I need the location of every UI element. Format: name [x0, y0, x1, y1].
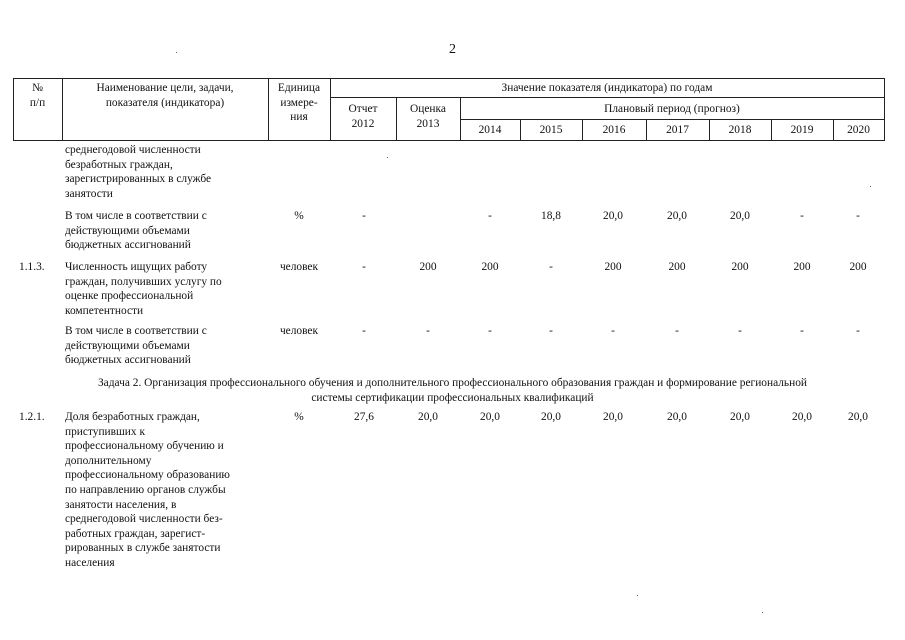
row-value-2012: -	[362, 325, 366, 337]
row-name-line: безработных граждан,	[65, 158, 173, 171]
row-value-2018: 20,0	[730, 210, 750, 222]
row-name-line: действующими объемами	[65, 339, 190, 352]
row-value-2020: 20,0	[848, 411, 868, 423]
row-number: 1.2.1.	[19, 411, 45, 423]
header-estimate-cell	[396, 102, 460, 131]
row-value-2015: -	[549, 261, 553, 273]
row-value-2016: 20,0	[603, 210, 623, 222]
row-value-2019: 200	[793, 261, 811, 273]
row-name-line: Численность ищущих работу	[65, 261, 208, 273]
row-number: 1.1.3.	[19, 261, 45, 273]
task-2-line: Задача 2. Организация профессионального обучения и дополнительного профессионального образования граждан и формирование региональной	[97, 377, 808, 389]
row-name-line: работных граждан, зарегист-	[65, 527, 206, 540]
header-year: 2015	[539, 124, 563, 136]
header-year: 2018	[728, 124, 752, 136]
row-name-line: В том числе в соответствии с	[65, 210, 207, 222]
header-unit-line: измере-	[280, 96, 318, 109]
task-2-line: системы сертификации профессиональных квалификаций	[311, 391, 594, 404]
row-value-2017: -	[675, 325, 679, 337]
row-name-line: компетентности	[65, 304, 144, 317]
row-name-line: рированных в службе занятости	[65, 542, 221, 555]
row-unit: человек	[279, 325, 319, 337]
row-name-line: занятости населения, в	[65, 498, 177, 511]
scan-speck	[176, 52, 177, 53]
row-value-2014: -	[488, 210, 492, 222]
grid-line	[13, 140, 884, 141]
row-name-line: зарегистрированных в службе	[65, 173, 212, 186]
row-name-line: среднегодовой численности	[65, 144, 201, 156]
row-name-line: оценке профессиональной	[65, 290, 194, 303]
header-name-cell	[62, 81, 268, 110]
row-unit: человек	[279, 261, 319, 273]
task-2-heading	[0, 376, 905, 405]
header-report-line: Отчет	[348, 103, 378, 115]
row-name	[65, 410, 267, 571]
row-value-2015: -	[549, 325, 553, 337]
row-name-line: занятости	[65, 187, 113, 200]
row-value-2018: 20,0	[730, 411, 750, 423]
scan-speck	[762, 612, 763, 613]
row-name-line: дополнительному	[65, 454, 152, 467]
row-value-2014: 200	[481, 261, 499, 273]
header-number-line: п/п	[29, 96, 46, 109]
row-name-line: профессиональному обучению и	[65, 440, 224, 453]
row-value-2015: 18,8	[541, 210, 561, 222]
row-name-line: действующими объемами	[65, 224, 190, 237]
header-year: 2019	[790, 124, 814, 136]
row-name-line: бюджетных ассигнований	[65, 354, 191, 367]
header-year: 2017	[666, 124, 689, 136]
header-unit-cell	[268, 81, 330, 125]
row-value-2013: -	[426, 325, 430, 337]
row-value-2016: 20,0	[603, 411, 623, 423]
row-name	[65, 324, 267, 368]
row-value-2012: -	[362, 210, 366, 222]
row-value-2017: 20,0	[667, 210, 687, 222]
row-value-2012: 27,6	[354, 411, 374, 423]
row-unit: %	[294, 411, 304, 423]
row-name-line: профессиональному образованию	[65, 469, 230, 482]
row-value-2016: -	[611, 325, 615, 337]
row-name-line: бюджетных ассигнований	[65, 239, 191, 252]
scan-speck	[637, 595, 638, 596]
row-value-2020: -	[856, 325, 860, 337]
header-number-cell	[13, 81, 62, 110]
row-value-2020: 200	[849, 261, 867, 273]
grid-line	[330, 97, 884, 98]
scan-speck	[870, 186, 871, 187]
row-name-line: по направлению органов службы	[65, 483, 226, 496]
grid-line	[884, 78, 885, 141]
row-value-2016: 200	[604, 261, 622, 273]
row-name-line: приступивших к	[65, 425, 145, 438]
header-year: 2016	[602, 124, 626, 136]
row-name-line: Доля безработных граждан,	[65, 411, 200, 423]
header-estimate-line: Оценка	[410, 103, 446, 115]
header-estimate-line: 2013	[416, 117, 440, 130]
row-name	[65, 260, 267, 318]
header-year: 2020	[847, 124, 870, 136]
row-value-2015: 20,0	[541, 411, 561, 423]
row-value-2017: 20,0	[667, 411, 687, 423]
row-value-2019: -	[800, 210, 804, 222]
row-name-line: граждан, получивших услугу по	[65, 275, 222, 288]
scan-speck	[387, 157, 388, 158]
header-unit-line: Единица	[277, 82, 321, 94]
grid-line	[13, 78, 884, 79]
header-plan-title: Плановый период (прогноз)	[604, 103, 740, 115]
header-values-title: Значение показателя (индикатора) по годам	[501, 82, 713, 94]
row-value-2013: 200	[419, 261, 437, 273]
header-name-line: показателя (индикатора)	[105, 96, 225, 109]
header-report-cell	[330, 102, 396, 131]
page-number: 2	[449, 42, 456, 57]
grid-line	[460, 119, 884, 120]
row-value-2017: 200	[668, 261, 686, 273]
row-name-line: среднегодовой численности без-	[65, 513, 223, 526]
header-name-line: Наименование цели, задачи,	[96, 82, 234, 94]
row-value-2014: -	[488, 325, 492, 337]
header-report-line: 2012	[351, 117, 375, 130]
row-name	[65, 209, 267, 253]
row-name	[65, 143, 267, 201]
row-value-2019: 20,0	[792, 411, 812, 423]
row-value-2018: 200	[731, 261, 749, 273]
row-value-2014: 20,0	[480, 411, 500, 423]
header-number-line: №	[32, 82, 43, 94]
row-value-2013: 20,0	[418, 411, 438, 423]
header-year: 2014	[478, 124, 502, 136]
row-unit: %	[294, 210, 304, 222]
row-value-2018: -	[738, 325, 742, 337]
header-unit-line: ния	[290, 111, 308, 124]
row-value-2012: -	[362, 261, 366, 273]
row-name-line: В том числе в соответствии с	[65, 325, 207, 337]
row-name-line: населения	[65, 556, 115, 569]
row-value-2019: -	[800, 325, 804, 337]
row-value-2020: -	[856, 210, 860, 222]
